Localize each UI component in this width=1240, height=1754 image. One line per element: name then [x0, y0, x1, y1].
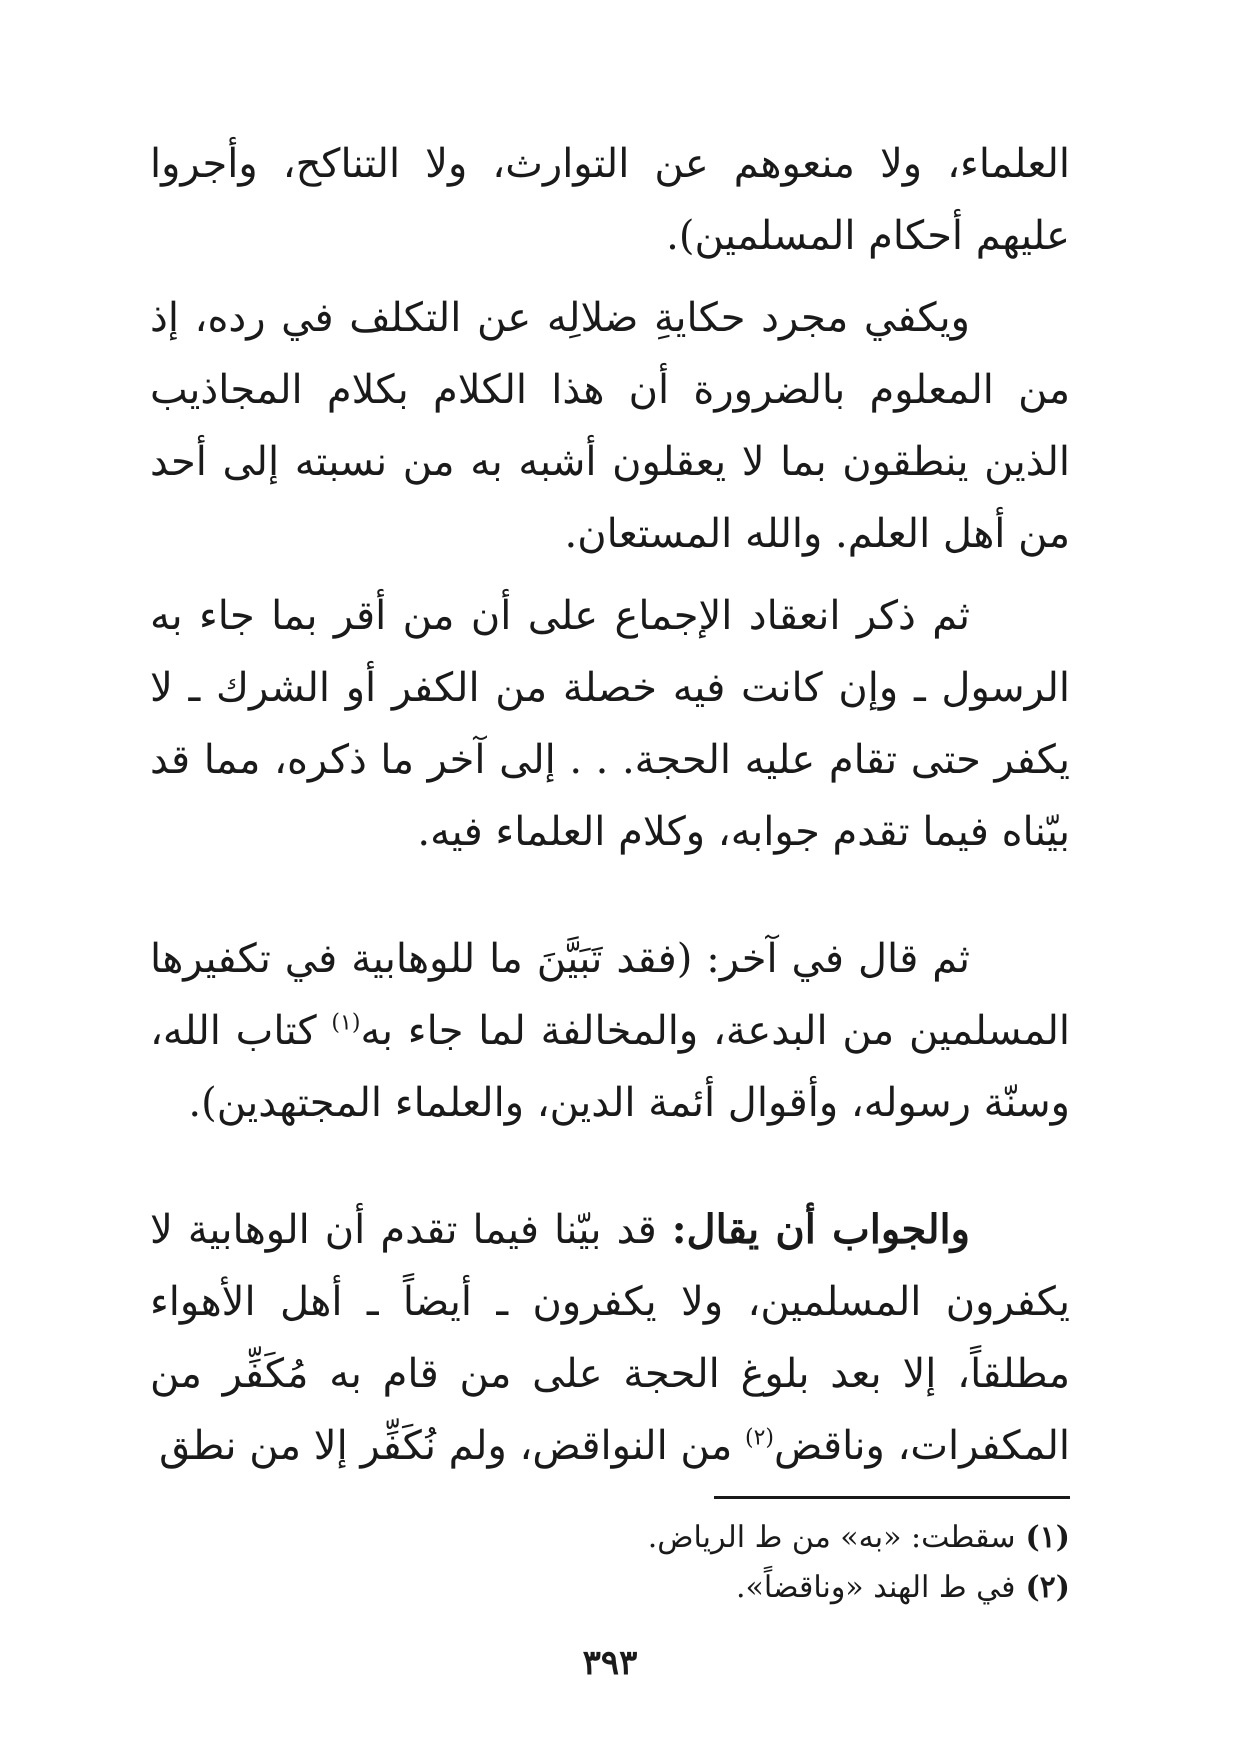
paragraph-5-text-a: قد بيّنا فيما تقدم أن الوهابية لا يكفرون المسلمين، ولا يكفرون ـ أيضاً ـ أهل الأهواء مطلقاً، إلا بعد بلوغ الحجة على من قام به مُكَفِّر من المكفرات، وناقض	[150, 1207, 1070, 1469]
paragraph-4-text-b: كتاب الله، وسنّة رسوله، وأقوال أئمة الدين، والعلماء المجتهدين).	[150, 1008, 1070, 1126]
footnote-1-number: (١)	[1025, 1520, 1070, 1555]
footnote-ref-1[interactable]: (١)	[331, 1010, 361, 1036]
footnote-2	[150, 1563, 1070, 1613]
paragraph-1: العلماء، ولا منعوهم عن التوارث، ولا التناكح، وأجروا عليهم أحكام المسلمين).	[150, 141, 1070, 259]
paragraph-5-text-b: من النواقض، ولم نُكَفِّر إلا من نطق	[159, 1423, 745, 1469]
paragraph-2: ويكفي مجرد حكايةِ ضلالِه عن التكلف في رده، إذ من المعلوم بالضرورة أن هذا الكلام بكلام المجاذيب الذين ينطقون بما لا يعقلون أشبه به من نسبته إلى أحد من أهل العلم. والله المستعان.	[150, 295, 1070, 557]
answer-lead: والجواب أن يقال:	[671, 1206, 970, 1253]
footnote-ref-2[interactable]: (٢)	[745, 1425, 775, 1451]
footnote-1	[150, 1513, 1070, 1563]
page-number: ٣٩٣	[582, 1643, 638, 1683]
paragraph-4-text-a: ثم قال في آخر: (فقد تَبَيَّنَ ما للوهابية في تكفيرها المسلمين من البدعة، والمخالفة لما جاء به	[150, 936, 1070, 1054]
footnote-2-number: (٢)	[1025, 1570, 1070, 1605]
footnotes	[150, 1513, 1070, 1613]
document-page	[150, 128, 1070, 1728]
paragraph-4	[150, 923, 1070, 1139]
paragraph-3: ثم ذكر انعقاد الإجماع على أن من أقر بما جاء به الرسول ـ وإن كانت فيه خصلة من الكفر أو الشرك ـ لا يكفر حتى تقام عليه الحجة. . . إلى آخر ما ذكره، مما قد بيّناه فيما تقدم جوابه، وكلام العلماء فيه.	[150, 593, 1070, 855]
footnote-1-text: سقطت: «به» من ط الرياض.	[647, 1520, 1016, 1555]
footnote-2-text: في ط الهند «وناقضاً».	[735, 1570, 1016, 1605]
paragraph-5	[150, 1194, 1070, 1482]
footnote-divider	[714, 1496, 1070, 1499]
